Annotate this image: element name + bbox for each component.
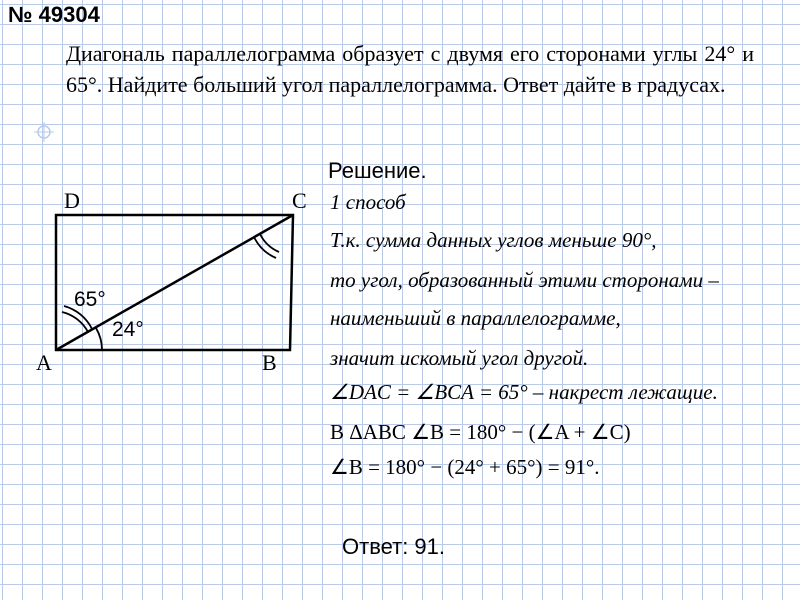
problem-number: № 49304 <box>8 2 100 27</box>
solution-title: Решение. <box>328 158 427 183</box>
vertex-label-c: C <box>292 188 307 213</box>
solution-line-7: ∠B = 180° − (24° + 65°) = 91°. <box>330 455 600 479</box>
angle-arc-a-lower <box>96 328 102 350</box>
angle-label-65: 65° <box>74 288 106 311</box>
solution-line-2: то угол, образованный этими сторонами – <box>330 268 719 292</box>
angle-arc-a-upper-2 <box>62 312 88 332</box>
angle-label-24: 24° <box>112 318 144 341</box>
solution-line-3: наименьший в параллелограмме, <box>330 306 621 330</box>
solution-line-6: В ΔABC ∠B = 180° − (∠A + ∠C) <box>330 420 631 444</box>
solution-method: 1 способ <box>330 190 406 214</box>
solution-line-4: значит искомый угол другой. <box>330 346 589 370</box>
diagonal-ac <box>56 215 293 350</box>
angle-arc-c-1 <box>254 237 276 258</box>
solution-line-5: ∠DAC = ∠BCA = 65° – накрест лежащие. <box>330 380 718 404</box>
solution-line-1: Т.к. сумма данных углов меньше 90°, <box>330 228 657 252</box>
problem-statement: Диагональ параллелограмма образует с двумя его сторонами углы 24° и 65°. Найдите больший угол параллелограмма. Ответ дайте в градусах. <box>66 41 754 97</box>
answer: Ответ: 91. <box>342 534 446 559</box>
vertex-label-b: B <box>262 350 277 375</box>
vertex-label-a: A <box>36 350 52 375</box>
vertex-label-d: D <box>64 188 80 213</box>
